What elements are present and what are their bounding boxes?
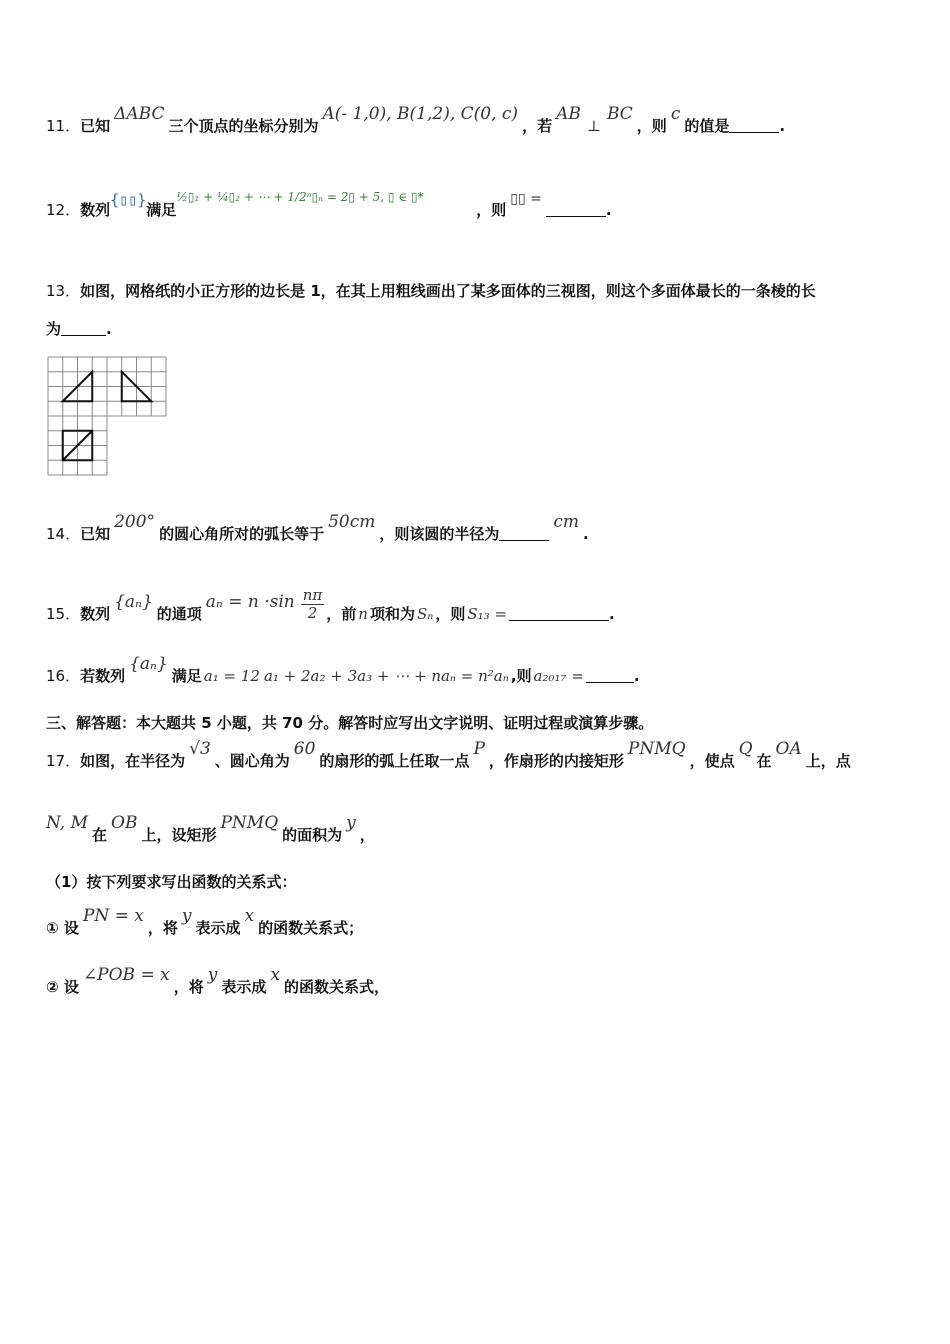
- question-number: 16．: [46, 667, 81, 685]
- math-angle: 60: [293, 739, 316, 759]
- question-number: 15．: [46, 604, 81, 623]
- question-number: 12．: [46, 201, 81, 219]
- math-rect: PNMQ: [627, 739, 686, 759]
- question-11: 11．已知ΔABC三个顶点的坐标分别为A(- 1,0), B(1,2), C(0, c)，若AB⊥BC，则c的值是 .: [46, 104, 786, 135]
- question-17-part1: （1）按下列要求写出函数的关系式：: [46, 873, 297, 891]
- question-16: 16．若数列{aₙ}满足 a₁ = 12 a₁ + 2a₂ + 3a₃ + ⋯ + naₙ = n²aₙ ,则 a₂₀₁₇ = .: [46, 654, 640, 685]
- math-ab: AB: [556, 104, 581, 124]
- math-radius: √3: [189, 739, 211, 759]
- grid-top: [48, 357, 166, 416]
- question-17-cont: N, M在OB上，设矩形PNMQ的面积为y，: [46, 813, 375, 844]
- math-triangle: ΔABC: [114, 104, 165, 124]
- math-an: ▯▯ =: [510, 191, 542, 207]
- math-s13: S₁₃ =: [467, 604, 507, 623]
- math-recurrence: ½▯₁ + ¼▯₂ + ⋯ + 1/2ⁿ▯ₙ = 2▯ + 5, ▯ ∈ ▯*: [176, 190, 424, 204]
- question-17: 17．如图，在半径为√3、圆心角为60的扇形的弧上任取一点P，作扇形的内接矩形PNMQ，使点Q在OA上，点: [46, 739, 851, 770]
- question-13-cont: 为 .: [46, 320, 112, 338]
- answer-blank[interactable]: [546, 202, 606, 217]
- answer-blank[interactable]: [509, 606, 609, 621]
- answer-blank[interactable]: [61, 321, 106, 336]
- question-number: 11．: [46, 117, 81, 135]
- math-sequence: {aₙ}: [114, 591, 153, 612]
- question-15: 15．数列{aₙ}的通项aₙ = n ·sin $\frac{n\pi}{2}$ ，前 n 项和为 Sₙ ，则 S₁₃ = .: [46, 586, 615, 623]
- question-13: 13．如图，网格纸的小正方形的边长是 1，在其上用粗线画出了某多面体的三视图，则这个多面体最长的一条棱的长: [46, 282, 816, 300]
- question-12: 12．数列{▯▯}满足½▯₁ + ¼▯₂ + ⋯ + 1/2ⁿ▯ₙ = 2▯ + 5, ▯ ∈ ▯*，则▯▯ =.: [46, 190, 612, 219]
- question-number: 17．: [46, 752, 81, 770]
- math-unit: cm: [553, 512, 580, 532]
- math-angle: 200°: [114, 512, 156, 532]
- math-sequence: {▯▯}: [110, 191, 147, 209]
- math-sum: a₁ + 2a₂ + 3a₃ + ⋯ + naₙ = n²aₙ: [263, 667, 509, 685]
- question-17-item1: ① 设PN = x，将y表示成x的函数关系式；: [46, 906, 364, 937]
- math-points: A(- 1,0), B(1,2), C(0, c): [322, 104, 519, 124]
- math-c: c: [670, 104, 681, 124]
- answer-blank[interactable]: [499, 526, 549, 541]
- question-17-item2: ② 设∠POB = x，将y表示成x的函数关系式，: [46, 965, 389, 996]
- answer-blank[interactable]: [729, 118, 779, 133]
- math-sequence: {aₙ}: [129, 654, 168, 674]
- section-header: 三、解答题：本大题共 5 小题，共 70 分。解答时应写出文字说明、证明过程或演算步骤。: [46, 714, 654, 732]
- question-14: 14．已知200°的圆心角所对的弧长等于50cm，则该圆的半径为cm.: [46, 512, 589, 543]
- question-number: 13．: [46, 282, 81, 300]
- math-fraction: $\frac{n\pi}{2}$: [302, 586, 323, 623]
- math-sn: Sₙ: [416, 604, 434, 623]
- math-arc-length: 50cm: [328, 512, 376, 532]
- math-a2017: a₂₀₁₇ =: [533, 667, 584, 685]
- three-view-figure: [46, 355, 176, 485]
- math-a1: a₁ = 12: [203, 667, 260, 685]
- math-general-term: aₙ = n ·sin: [205, 591, 295, 612]
- math-bc: BC: [606, 104, 633, 124]
- answer-blank[interactable]: [586, 668, 634, 683]
- question-number: 14．: [46, 525, 81, 543]
